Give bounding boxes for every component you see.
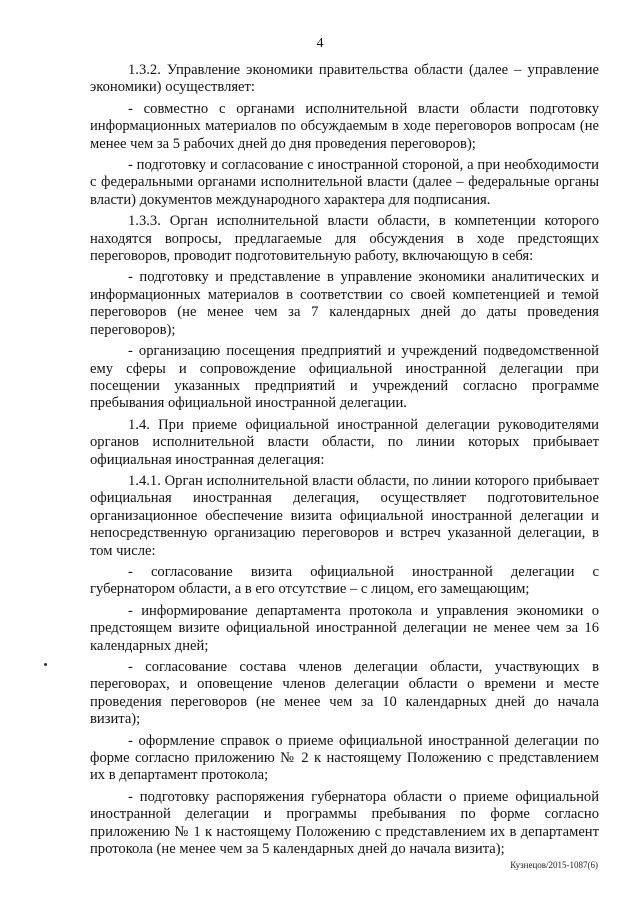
- paragraph-1-3-2: 1.3.2. Управление экономики правительства области (далее – управление экономики) осуществляет:: [90, 62, 599, 96]
- document-body: [90, 62, 599, 862]
- list-item-notify-departments: - информирование департамента протокола и управления экономики о предстоящем визите официальной иностранной делегации не менее чем за 16 календарных дней;: [90, 602, 599, 654]
- list-item-analytical-materials: - подготовку и представление в управление экономики аналитических и информационных материалов в соответствии со своей компетенцией и темой переговоров (не менее чем за 7 календарных дней до даты проведения переговоров);: [90, 269, 599, 338]
- list-item-reception-reports: - оформление справок о приеме официальной иностранной делегации по форме согласно приложению № 2 к настоящему Положению с представлением их в департамент протокола;: [90, 732, 599, 784]
- paragraph-1-3-3: 1.3.3. Орган исполнительной власти области, в компетенции которого находятся вопросы, предлагаемые для обсуждения в ходе предстоящих переговоров, проводит подготовительную работу, включающую в себя:: [90, 213, 599, 265]
- list-item-info-materials: - совместно с органами исполнительной власти области подготовку информационных материалов по обсуждаемым в ходе переговоров вопросам (не менее чем за 5 рабочих дней до дня проведения переговоров);: [90, 100, 599, 152]
- paragraph-1-4-1: 1.4.1. Орган исполнительной власти области, по линии которого прибывает официальная иностранная делегация, осуществляет подготовительное организационное обеспечение визита официальной иностранной делегации и непосредственную организацию переговоров и встреч указанной делегации, в том числе:: [90, 472, 599, 559]
- list-item-delegation-composition: - согласование состава членов делегации области, участвующих в переговорах, и оповещение членов делегации области о времени и месте проведения переговоров (не менее чем за 10 календарных дней до начала визита);: [90, 659, 599, 728]
- list-item-visit-organization: - организацию посещения предприятий и учреждений подведомственной ему сферы и сопровождение официальной иностранной делегации при посещении указанных предприятий и учреждений согласно программе пребывания официальной иностранной делегации.: [90, 343, 599, 412]
- page-number: 4: [316, 36, 324, 51]
- paragraph-1-4: 1.4. При приеме официальной иностранной делегации руководителями органов исполнительной власти области, по линии которых прибывает официальная иностранная делегация:: [90, 416, 599, 468]
- list-item-governor-order: - подготовку распоряжения губернатора области о приеме официальной иностранной делегации и программы пребывания по форме согласно приложению № 1 к настоящему Положению с представлением их в департамент протокола (не менее чем за 5 календарных дней до начала визита);: [90, 788, 599, 858]
- footer-document-code: Кузнецов/2015-1087(6): [510, 860, 598, 870]
- list-item-governor-approval: - согласование визита официальной иностранной делегации с губернатором области, а в его отсутствие – с лицом, его замещающим;: [90, 563, 599, 598]
- scan-speck: [44, 663, 47, 666]
- list-item-international-documents: - подготовку и согласование с иностранной стороной, а при необходимости с федеральными органами исполнительной власти (далее – федеральные органы власти) документов международного характера для подписания.: [90, 157, 599, 208]
